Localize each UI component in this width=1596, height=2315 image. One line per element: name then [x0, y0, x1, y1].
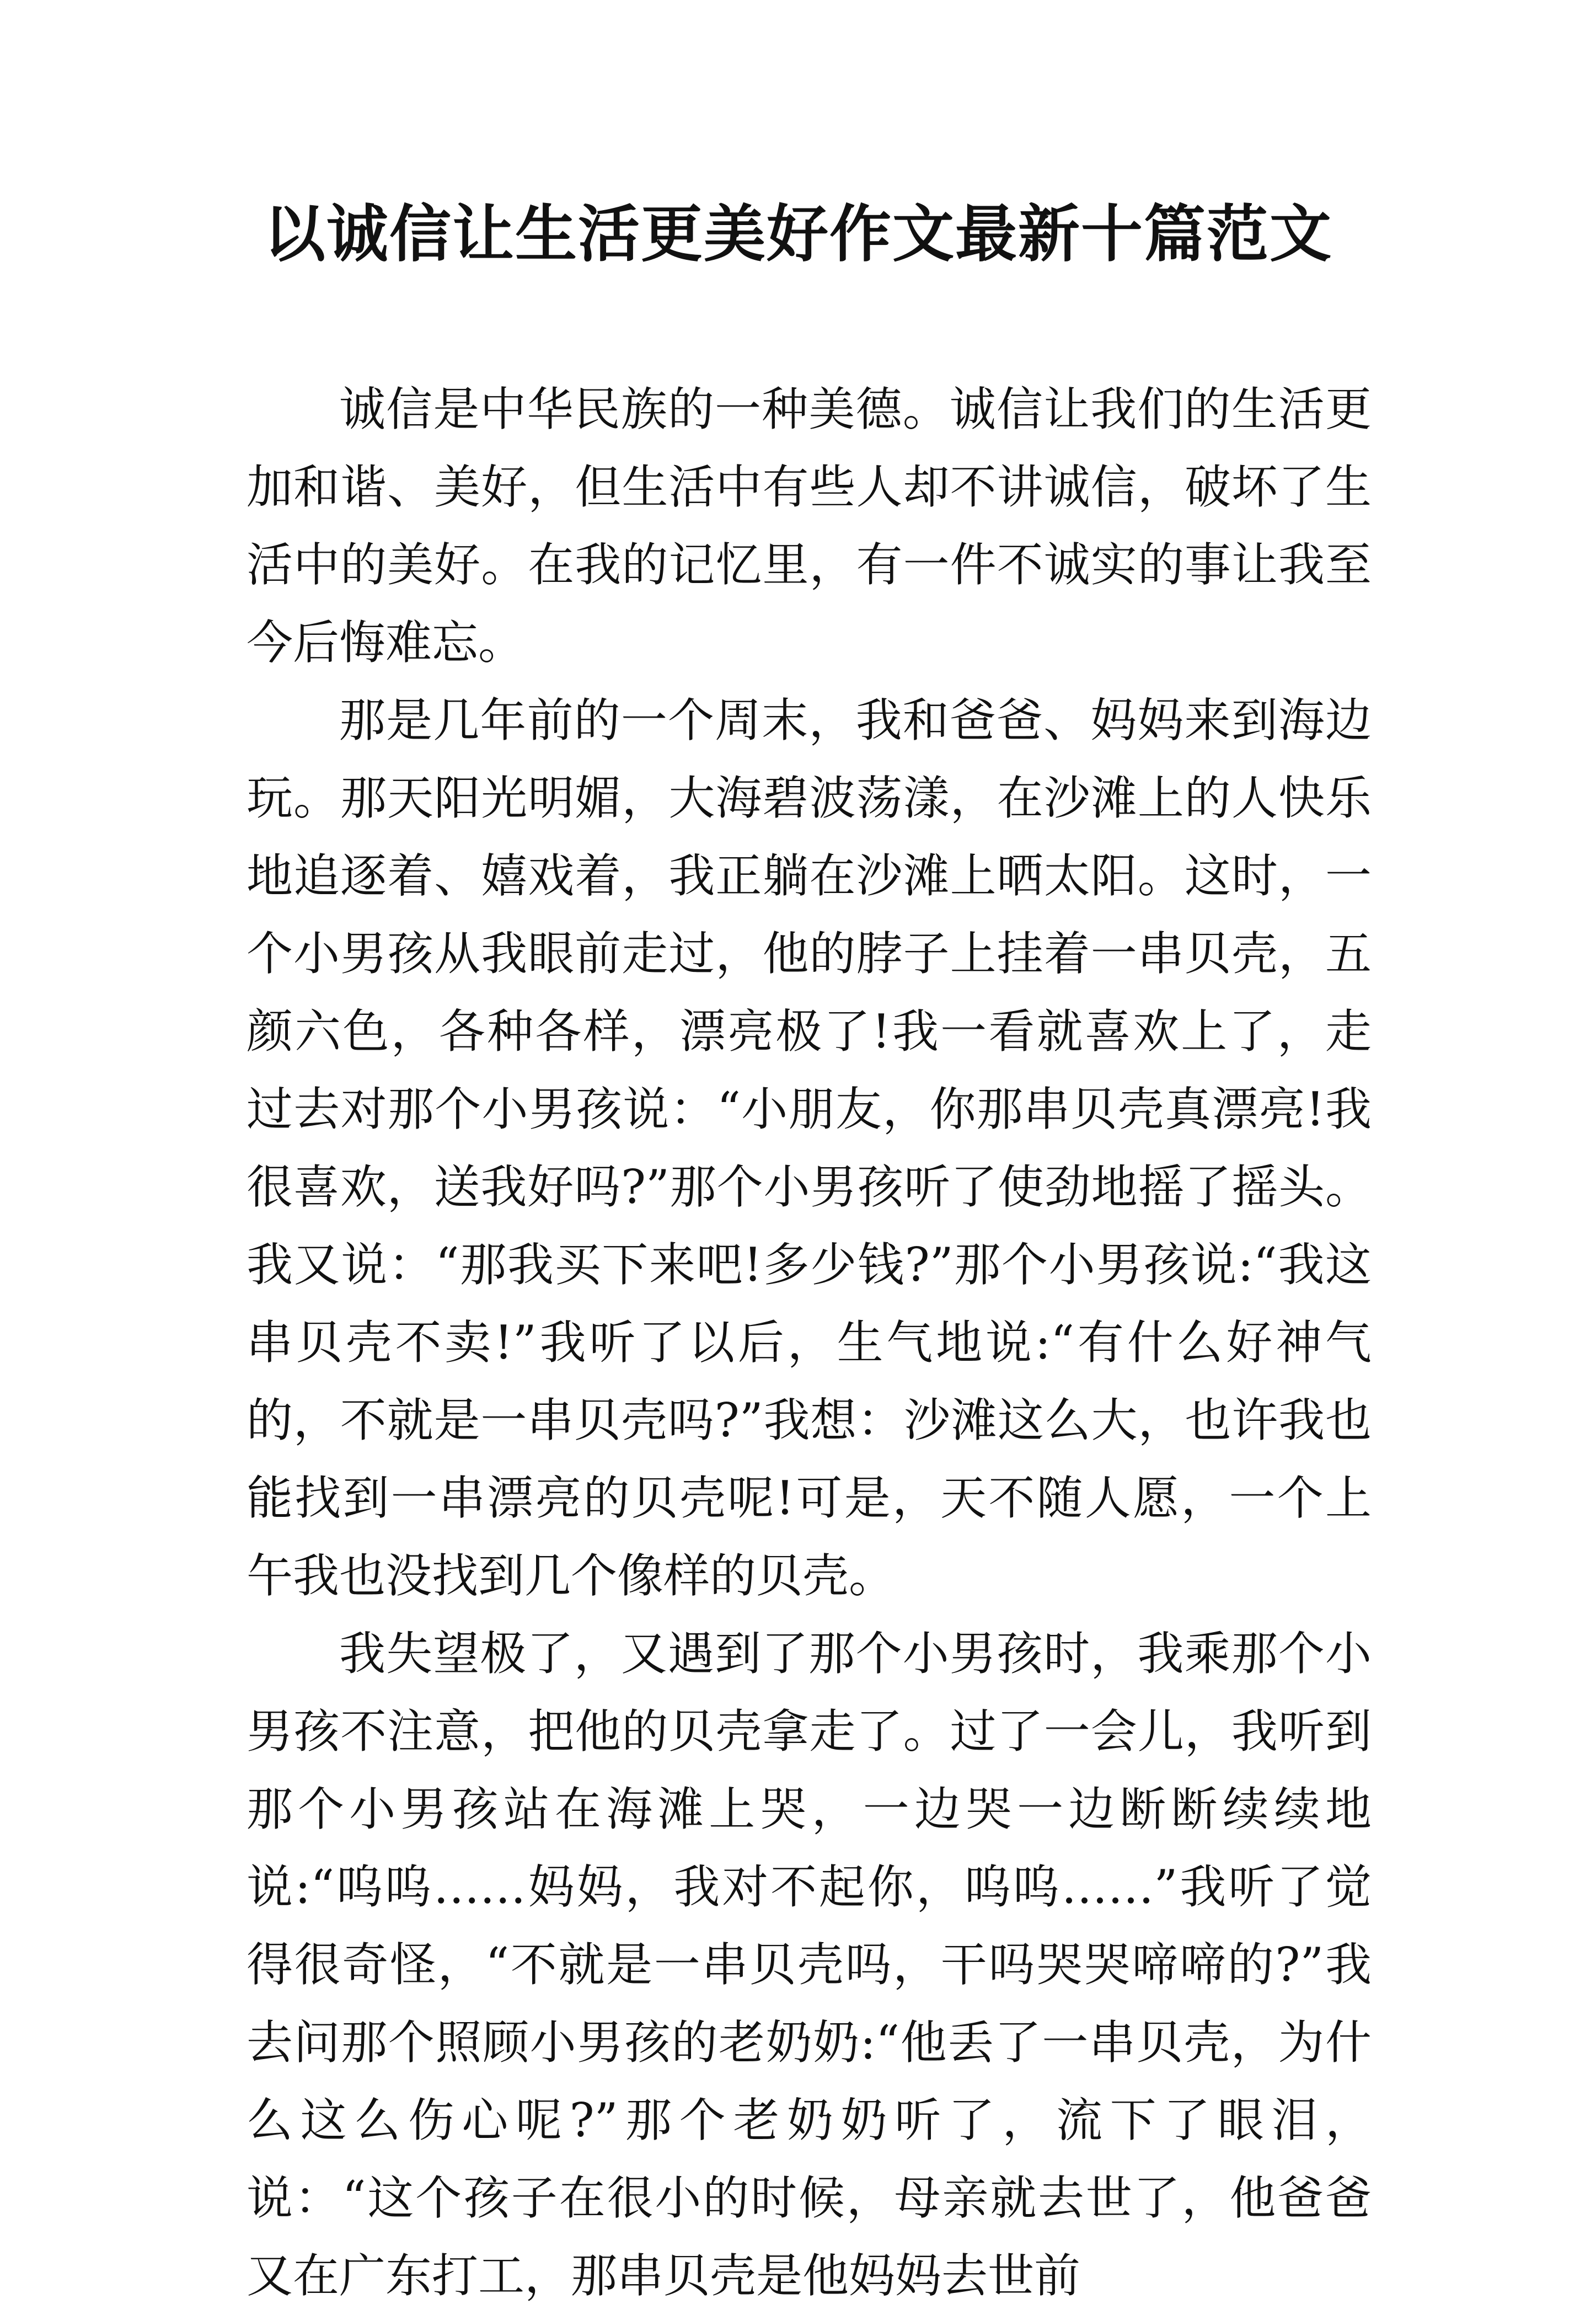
paragraph-1: 诚信是中华民族的一种美德。诚信让我们的生活更加和谐、美好，但生活中有些人却不讲诚信，破坏了生活中的美好。在我的记忆里，有一件不诚实的事让我至今后悔难忘。 — [247, 382, 1372, 670]
paragraph-2: 那是几年前的一个周末，我和爸爸、妈妈来到海边玩。那天阳光明媚，大海碧波荡漾，在沙滩上的人快乐地追逐着、嬉戏着，我正躺在沙滩上晒太阳。这时，一个小男孩从我眼前走过，他的脖子上挂着一串贝壳，五颜六色，各种各样，漂亮极了!我一看就喜欢上了，走过去对那个小男孩说：“小朋友，你那串贝壳真漂亮!我很喜欢，送我好吗?”那个小男孩听了使劲地摇了摇头。我又说：“那我买下来吧!多少钱?”那个小男孩说:“我这串贝壳不卖!”我听了以后，生气地说:“有什么好神气的，不就是一串贝壳吗?”我想：沙滩这么大，也许我也能找到一串漂亮的贝壳呢!可是，天不随人愿，一个上午我也没找到几个像样的贝壳。 — [247, 693, 1372, 1603]
document-body — [247, 371, 1372, 2315]
document-title: 以诚信让生活更美好作文最新十篇范文 — [264, 198, 1332, 270]
paragraph-3: 我失望极了，又遇到了那个小男孩时，我乘那个小男孩不注意，把他的贝壳拿走了。过了一会儿，我听到那个小男孩站在海滩上哭，一边哭一边断断续续地说:“呜呜……妈妈，我对不起你，呜呜……”我听了觉得很奇怪，“不就是一串贝壳吗，干吗哭哭啼啼的?”我去问那个照顾小男孩的老奶奶:“他丢了一串贝壳，为什么这么伤心呢?”那个老奶奶听了，流下了眼泪，说：“这个孩子在很小的时候，母亲就去世了，他爸爸又在广东打工，那串贝壳是他妈妈去世前 — [247, 1627, 1372, 2303]
